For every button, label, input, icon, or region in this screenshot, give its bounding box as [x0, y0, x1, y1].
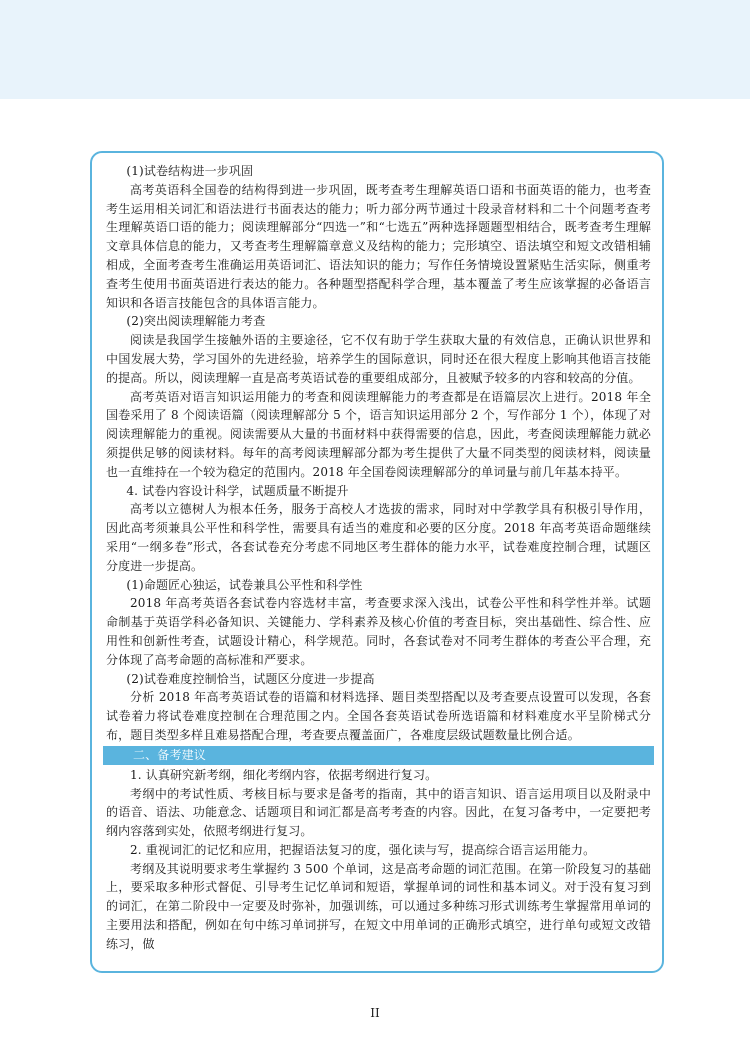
- paragraph: 高考英语科全国卷的结构得到进一步巩固，既考查考生理解英语口语和书面英语的能力，也考查考生运用相关词汇和语法进行书面表达的能力；听力部分两节通过十段录音材料和二十个问题考查考生理解英语口语的能力；阅读理解部分“四选一”和“七选五”两种选择题题型相结合，既考查考生理解文章具体信息的能力，又考查考生理解篇章意义及结构的能力；完形填空、语法填空和短文改错相辅相成，全面考查考生准确运用英语词汇、语法知识的能力；写作任务情境设置紧贴生活实际，侧重考查考生使用书面英语进行表达的能力。各种题型搭配科学合理，基本覆盖了考生应该掌握的必备语言知识和各语言技能包含的具体语言能力。: [106, 182, 651, 310]
- paragraph: 阅读是我国学生接触外语的主要途径，它不仅有助于学生获取大量的有效信息，正确认识世界和中国发展大势，学习国外的先进经验，培养学生的国际意识，同时还在很大程度上影响其他语言技能的提高。所以，阅读理解一直是高考英语试卷的重要组成部分，且被赋予较多的内容和较高的分值。: [106, 333, 651, 385]
- subheading: 1. 认真研究新考纲，细化考纲内容，依据考纲进行复习。: [130, 767, 438, 782]
- subheading: (2)突出阅读理解能力考查: [126, 314, 266, 329]
- subheading: 4. 试卷内容设计科学，试题质量不断提升: [126, 483, 349, 498]
- paragraph: 分析 2018 年高考英语试卷的语篇和材料选择、题目类型搭配以及考查要点设置可以发现，各套试卷着力将试卷难度控制在合理范围之内。全国各套英语试卷所选语篇和材料难度水平呈阶梯式分布，题目类型多样且难易搭配合理，考查要点覆盖面广，各难度层级试题数量比例合适。: [106, 690, 651, 742]
- subheading: 2. 重视词汇的记忆和应用，把握语法复习的度，强化读与写，提高综合语言运用能力。: [130, 842, 596, 857]
- page-number: II: [370, 1006, 380, 1020]
- page-content: [106, 162, 651, 954]
- paragraph: 2018 年高考英语各套试卷内容选材丰富，考查要求深入浅出，试卷公平性和科学性并举。试题命制基于英语学科必备知识、关键能力、学科素养及核心价值的考查目标，突出基础性、综合性、应用性和创新性考查，试题设计精心，科学规范。同时，各套试卷对不同考生群体的考查公平合理，充分体现了高考命题的高标准和严要求。: [106, 596, 651, 667]
- section-heading: 二、备考建议: [103, 746, 654, 765]
- paragraph: 考纲中的考试性质、考核目标与要求是备考的指南，其中的语言知识、语言运用项目以及附录中的语音、语法、功能意念、话题项目和词汇都是高考考查的内容。因此，在复习备考中，一定要把考纲内容落到实处，依照考纲进行复习。: [106, 786, 651, 839]
- paragraph: 考纲及其说明要求考生掌握约 3 500 个单词，这是高考命题的词汇范围。在第一阶段复习的基础上，要采取多种形式督促、引导考生记忆单词和短语，掌握单词的词性和基本词义。对于没有复习到的词汇，在第二阶段中一定要及时弥补，加强训练，可以通过多种练习形式训练考生掌握常用单词的主要用法和搭配，例如在句中练习单词拼写，在短文中用单词的正确形式填空，进行单句或短文改错练习，做: [106, 861, 651, 951]
- header-band: [0, 0, 750, 99]
- paragraph: 高考英语对语言知识运用能力的考查和阅读理解能力的考查都是在语篇层次上进行。2018 年全国卷采用了 8 个阅读语篇（阅读理解部分 5 个，语言知识运用部分 2 个，写作部分 1 个），体现了对阅读理解能力的重视。阅读需要从大量的书面材料中获得需要的信息，因此，考查阅读理解能力就必须提供足够的阅读材料。每年的高考阅读理解部分都为考生提供了大量不同类型的阅读材料，阅读量也一直维持在一个较为稳定的范围内。2018 年全国卷阅读理解部分的单词量与前几年基本持平。: [106, 389, 651, 479]
- subheading: (1)试卷结构进一步巩固: [126, 164, 254, 178]
- paragraph: 高考以立德树人为根本任务，服务于高校人才选拔的需求，同时对中学教学具有积极引导作用，因此高考须兼具公平性和科学性，需要具有适当的难度和必要的区分度。2018 年高考英语命题继续采用“一纲多卷”形式，各套试卷充分考虑不同地区考生群体的能力水平，试卷难度控制合理，试题区分度进一步提高。: [106, 502, 651, 573]
- subheading: (1)命题匠心独运，试卷兼具公平性和科学性: [126, 577, 363, 592]
- subheading: (2)试卷难度控制恰当，试题区分度进一步提高: [126, 671, 375, 686]
